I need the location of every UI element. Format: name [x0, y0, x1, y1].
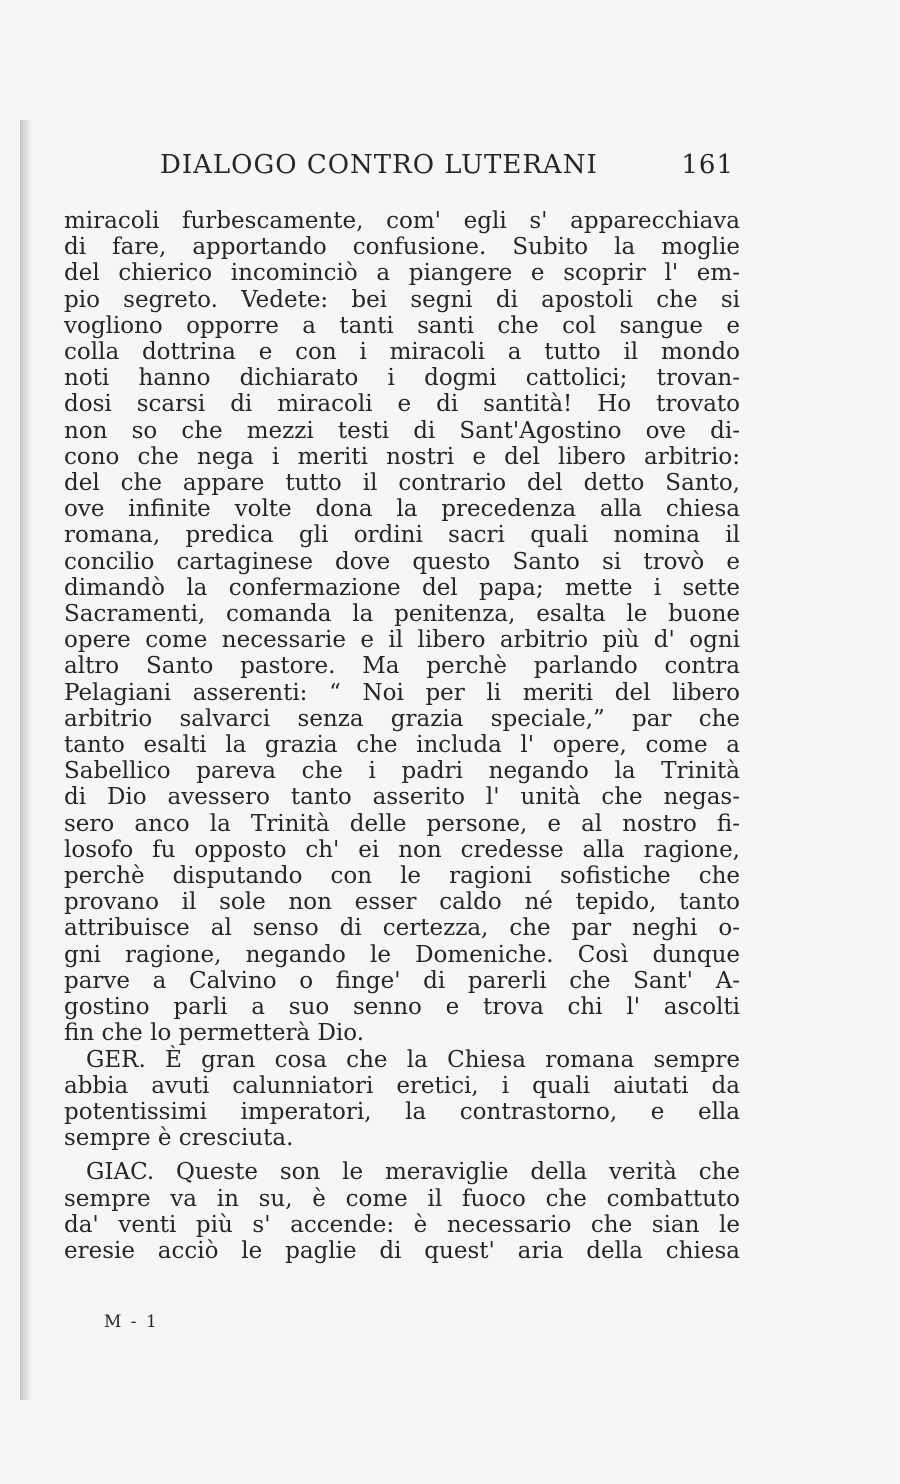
text-line: Sabellico pareva che i padri negando la Trinità [64, 758, 740, 785]
text-line: ove infinite volte dona la precedenza alla chiesa [64, 496, 740, 523]
running-head [64, 150, 740, 190]
text-line: vogliono opporre a tanti santi che col sangue e [64, 312, 740, 339]
text-line: potentissimi imperatori, la contrastorno, e ella [64, 1098, 740, 1125]
text-line: gni ragione, negando le Domeniche. Così dunque [64, 941, 740, 968]
text-line: sempre è cresciuta. [64, 1125, 294, 1152]
text-line: del chierico incominciò a piangere e scoprir l' em- [64, 260, 740, 287]
text-line: colla dottrina e con i miracoli a tutto il mondo [64, 339, 740, 366]
paragraph-2 [64, 1047, 740, 1152]
text-line: noti hanno dichiarato i dogmi cattolici; trovan- [64, 365, 740, 392]
text-line: losofo fu opposto ch' ei non credesse alla ragione, [64, 836, 740, 863]
text-line: Pelagiani asserenti: “ Noi per li meriti del libero [64, 679, 740, 706]
speaker-label: GER. [86, 1046, 146, 1073]
text-line: sero anco la Trinità delle persone, e al nostro fi- [64, 810, 740, 837]
text-line: non so che mezzi testi di Sant'Agostino ove di- [64, 417, 740, 444]
text-line: romana, predica gli ordini sacri quali nomina il [64, 522, 740, 549]
text-line: abbia avuti calunniatori eretici, i quali aiutati da [64, 1072, 740, 1099]
text-line: da' venti più s' accende: è necessario che sian le [64, 1211, 740, 1238]
running-head-title: DIALOGO CONTRO LUTERANI [160, 150, 598, 180]
paragraph-gap [64, 1151, 740, 1159]
text-line: arbitrio salvarci senza grazia speciale,” par che [64, 705, 740, 732]
text-line: concilio cartaginese dove questo Santo si trovò e [64, 548, 740, 575]
text-line: opere come necessarie e il libero arbitrio più d' ogni [64, 627, 740, 654]
text-line: provano il sole non esser caldo né tepido, tanto [64, 889, 740, 916]
text-line: eresie acciò le paglie di quest' aria della chiesa [64, 1237, 740, 1264]
text-line: gostino parli a suo senno e trova chi l' ascolti [64, 994, 740, 1021]
text-line: Sacramenti, comanda la penitenza, esalta le buone [64, 601, 740, 628]
text-line: del che appare tutto il contrario del detto Santo, [64, 470, 740, 497]
signature-mark: M - 1 [104, 1312, 159, 1332]
text-line: dosi scarsi di miracoli e di santità! Ho trovato [64, 391, 740, 418]
text-line: attribuisce al senso di certezza, che par neghi o- [64, 915, 740, 942]
paragraph-opening: Queste son le meraviglie della verità che [176, 1159, 741, 1186]
text-line: cono che nega i meriti nostri e del libero arbitrio: [64, 443, 740, 470]
text-line [64, 1159, 740, 1185]
text-line: tanto esalti la grazia che includa l' opere, come a [64, 732, 740, 759]
paragraph-3 [64, 1159, 740, 1264]
text-line [64, 1047, 740, 1073]
text-line: fin che lo permetterà Dio. [64, 1020, 365, 1047]
text-line: miracoli furbescamente, com' egli s' apparecchiava [64, 208, 740, 234]
text-line: sempre va in su, è come il fuoco che combattuto [64, 1185, 740, 1212]
text-line: perchè disputando con le ragioni sofistiche che [64, 863, 740, 890]
text-line: di fare, apportando confusione. Subito la moglie [64, 234, 740, 261]
book-page [64, 150, 740, 1350]
scan-binding-shadow [20, 120, 32, 1400]
page-number: 161 [681, 150, 734, 180]
body-text [64, 208, 740, 1264]
text-line: di Dio avessero tanto asserito l' unità che negas- [64, 784, 740, 811]
text-line: parve a Calvino o finge' di parerli che Sant' A- [64, 967, 740, 994]
text-line: dimandò la confermazione del papa; mette i sette [64, 574, 740, 601]
paragraph-1 [64, 208, 740, 1047]
paragraph-opening: È gran cosa che la Chiesa romana sempre [165, 1046, 740, 1073]
speaker-label: GIAC. [86, 1159, 155, 1186]
text-line: pio segreto. Vedete: bei segni di apostoli che si [64, 286, 740, 313]
text-line: altro Santo pastore. Ma perchè parlando contra [64, 653, 740, 680]
